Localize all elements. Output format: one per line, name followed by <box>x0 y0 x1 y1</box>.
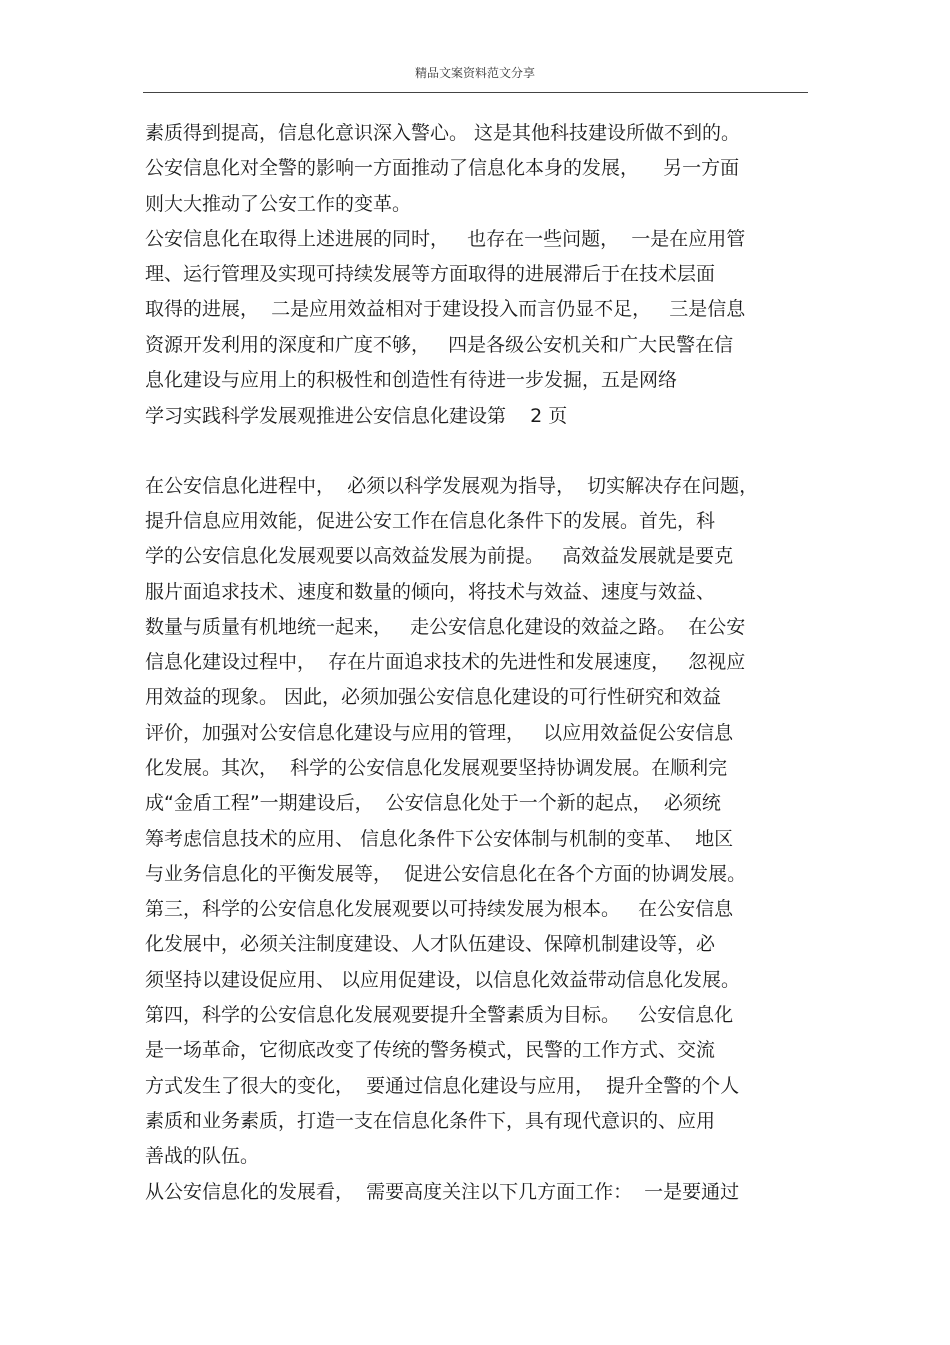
body-line: 第三，科学的公安信息化发展观要以可持续发展为根本。 在公安信息 <box>145 898 734 920</box>
body-line: 善战的队伍。 <box>145 1145 260 1167</box>
body-line: 服片面追求技术、速度和数量的倾向，将技术与效益、速度与效益、 <box>145 581 716 603</box>
body-line: 则大大推动了公安工作的变革。 <box>145 193 412 215</box>
body-line: 用效益的现象。 因此，必须加强公安信息化建设的可行性研究和效益 <box>145 686 722 708</box>
body-line: 在公安信息化进程中， 必须以科学发展观为指导， 切实解决存在问题， <box>145 475 759 497</box>
body-line: 公安信息化对全警的影响一方面推动了信息化本身的发展， 另一方面 <box>145 157 740 179</box>
body-line: 评价，加强对公安信息化建设与应用的管理， 以应用效益促公安信息 <box>145 722 734 744</box>
body-line: 数量与质量有机地统一起来， 走公安信息化建设的效益之路。 在公安 <box>145 616 746 638</box>
body-line: 是一场革命，它彻底改变了传统的警务模式，民警的工作方式、交流 <box>145 1039 716 1061</box>
body-line: 须坚持以建设促应用、 以应用促建设，以信息化效益带动信息化发展。 <box>145 969 741 991</box>
body-line: 筹考虑信息技术的应用、 信息化条件下公安体制与机制的变革、 地区 <box>145 828 734 850</box>
body-line: 信息化建设过程中， 存在片面追求技术的先进性和发展速度， 忽视应 <box>145 651 746 673</box>
body-line: 取得的进展， 二是应用效益相对于建设投入而言仍显不足， 三是信息 <box>145 298 746 320</box>
body-line: 素质和业务素质，打造一支在信息化条件下，具有现代意识的、应用 <box>145 1110 716 1132</box>
body-line: 素质得到提高，信息化意识深入警心。 这是其他科技建设所做不到的。 <box>145 122 741 144</box>
body-line: 息化建设与应用上的积极性和创造性有待进一步发掘，五是网络 <box>145 369 678 391</box>
body-line: 成“金盾工程”一期建设后， 公安信息化处于一个新的起点， 必须统 <box>145 792 721 814</box>
body-line: 方式发生了很大的变化， 要通过信息化建设与应用， 提升全警的个人 <box>145 1075 740 1097</box>
body-line: 资源开发利用的深度和广度不够， 四是各级公安机关和广大民警在信 <box>145 334 734 356</box>
header-divider <box>143 92 808 93</box>
body-line: 第四，科学的公安信息化发展观要提升全警素质为目标。 公安信息化 <box>145 1004 734 1026</box>
body-line: 学的公安信息化发展观要以高效益发展为前提。 高效益发展就是要克 <box>145 545 734 567</box>
body-line: 提升信息应用效能，促进公安工作在信息化条件下的发展。首先，科 <box>145 510 716 532</box>
body-line: 与业务信息化的平衡发展等， 促进公安信息化在各个方面的协调发展。 <box>145 863 747 885</box>
body-line: 化发展。其次， 科学的公安信息化发展观要坚持协调发展。在顺利完 <box>145 757 728 779</box>
body-line: 理、运行管理及实现可持续发展等方面取得的进展滞后于在技术层面 <box>145 263 716 285</box>
page-footer-note: 学习实践科学发展观推进公安信息化建设第 2 页 <box>145 405 568 427</box>
page-header-title: 精品文案资料范文分享 <box>414 66 535 80</box>
body-line: 从公安信息化的发展看， 需要高度关注以下几方面工作： 一是要通过 <box>145 1181 740 1203</box>
body-line: 公安信息化在取得上述进展的同时， 也存在一些问题， 一是在应用管 <box>145 228 746 250</box>
body-line: 化发展中，必须关注制度建设、人才队伍建设、保障机制建设等，必 <box>145 933 716 955</box>
